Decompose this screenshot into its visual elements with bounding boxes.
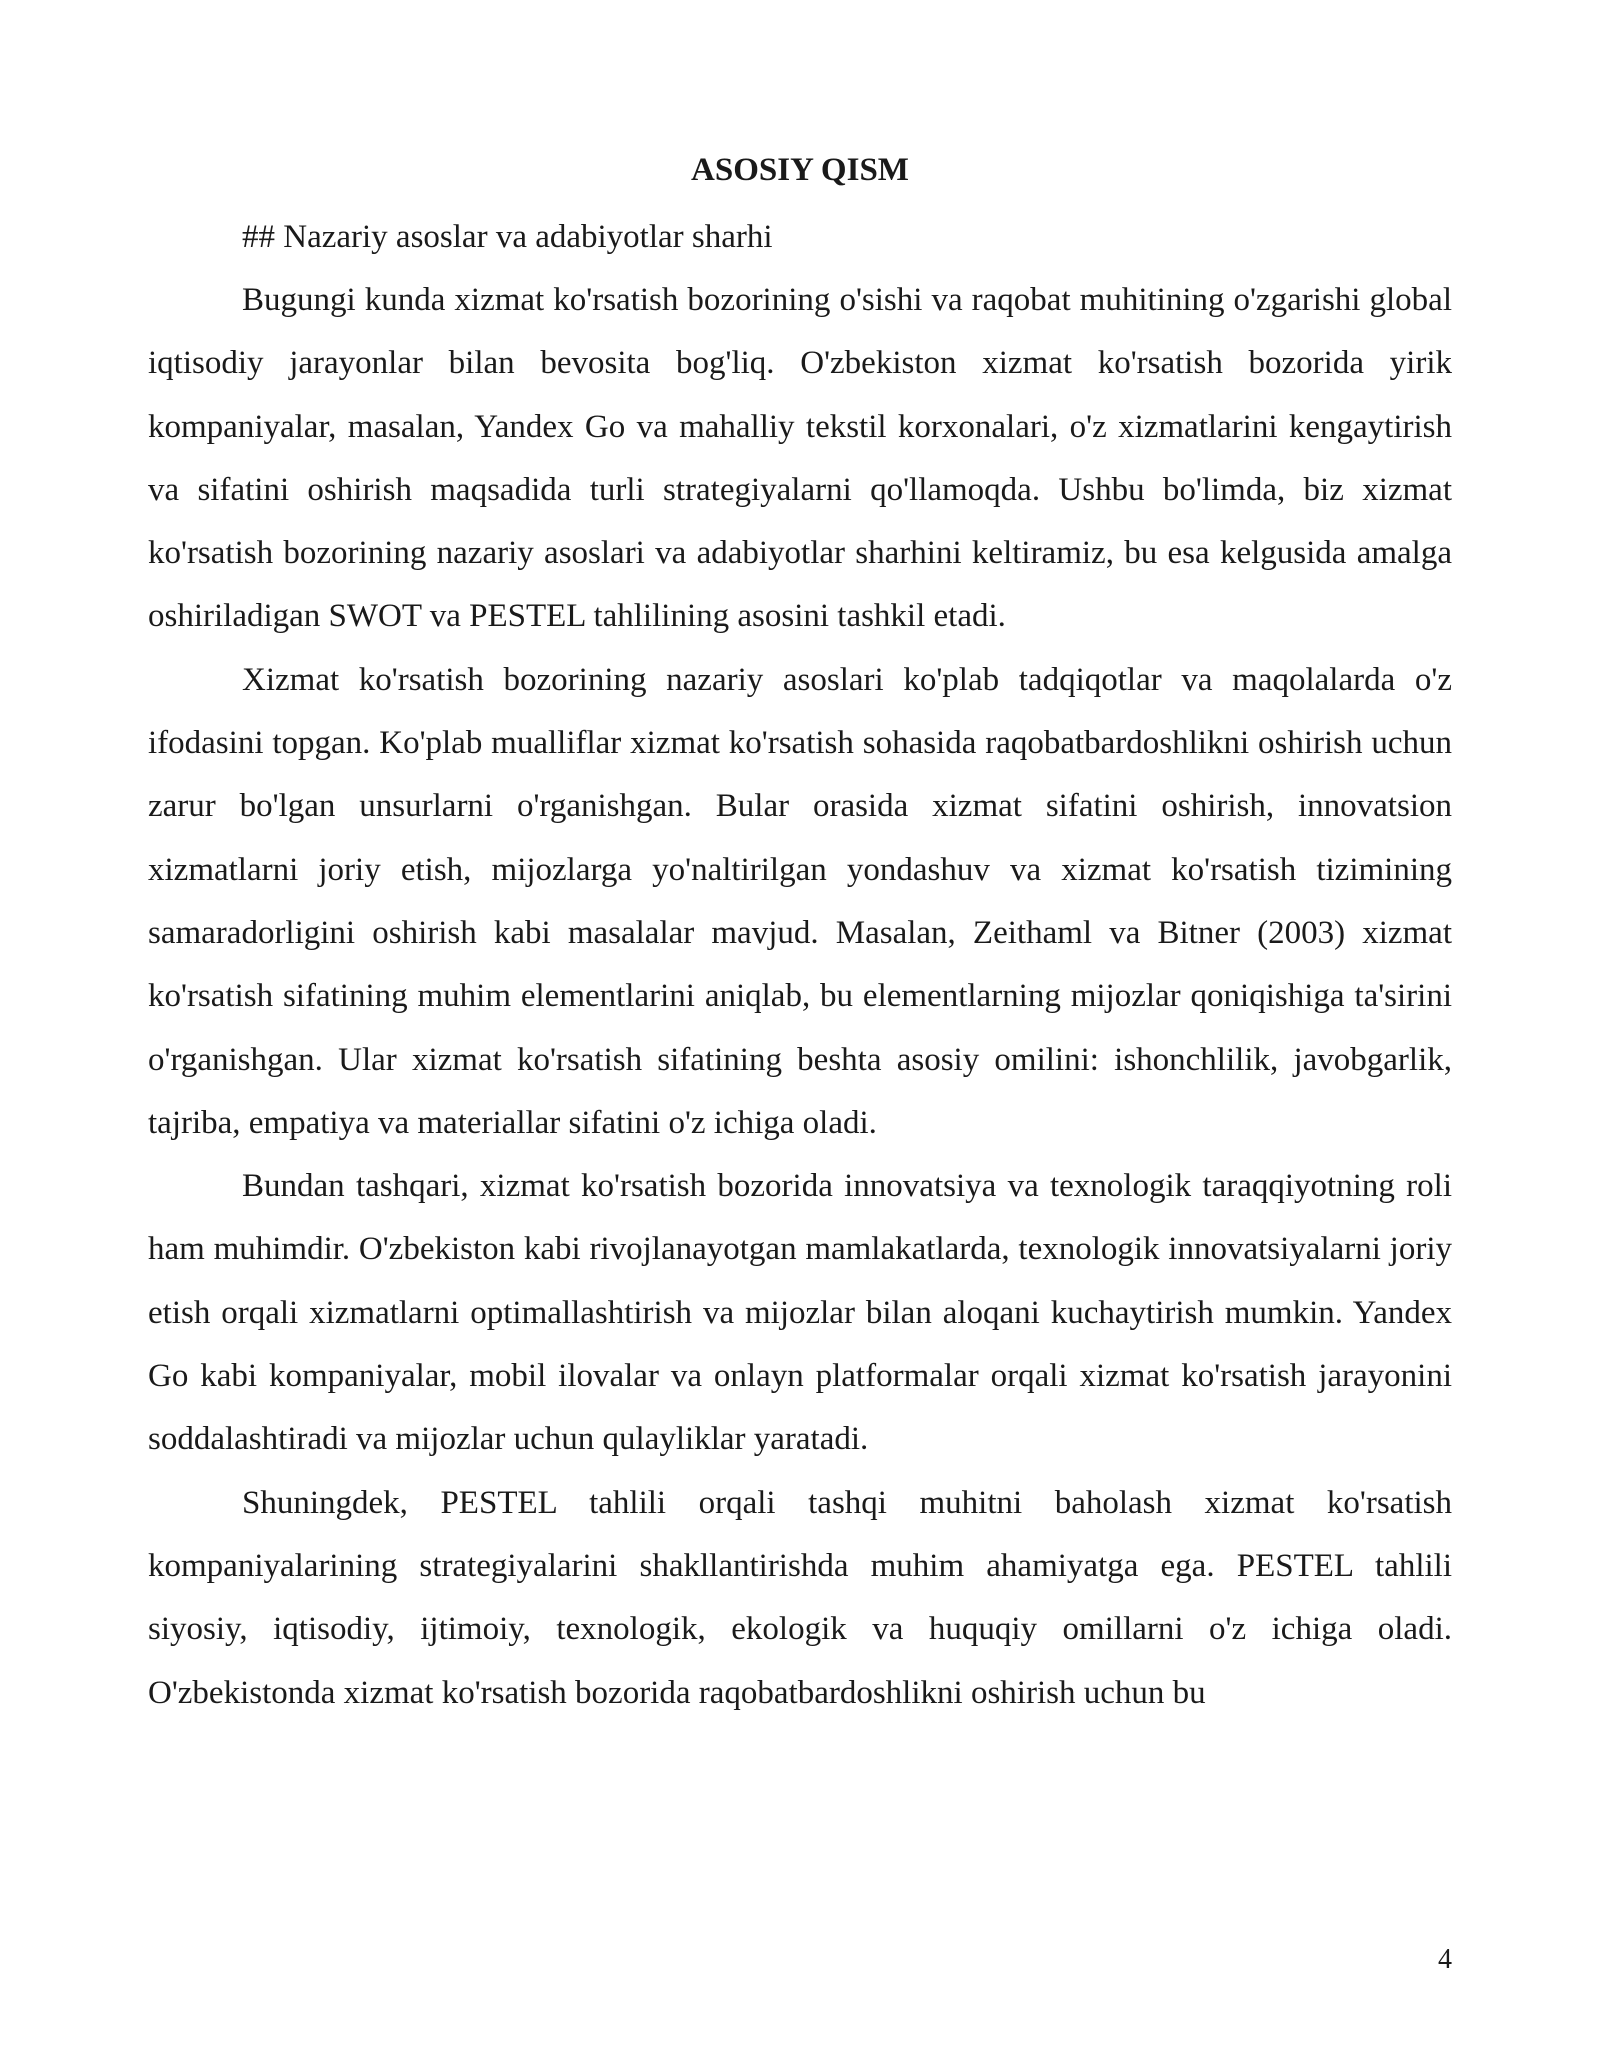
page-content	[148, 142, 1452, 1725]
page-number: 4	[1438, 1944, 1452, 1975]
paragraph-4: Shuningdek, PESTEL tahlili orqali tashqi muhitni baholash xizmat ko'rsatish kompaniyalarining strategiyalarini shakllantirishda muhim ahamiyatga ega. PESTEL tahlili siyosiy, iqtisodiy, ijtimoiy, texnologik, ekologik va huquqiy omillarni o'z ichiga oladi. O'zbekistonda xizmat ko'rsatish bozorida raqobatbardoshlikni oshirish uchun bu	[148, 1484, 1452, 1711]
paragraph-1: Bugungi kunda xizmat ko'rsatish bozorining o'sishi va raqobat muhitining o'zgarishi global iqtisodiy jarayonlar bilan bevosita bog'liq. O'zbekiston xizmat ko'rsatish bozorida yirik kompaniyalar, masalan, Yandex Go va mahalliy tekstil korxonalari, o'z xizmatlarini kengaytirish va sifatini oshirish maqsadida turli strategiyalarni qo'llamoqda. Ushbu bo'limda, biz xizmat ko'rsatish bozorining nazariy asoslari va adabiyotlar sharhini keltiramiz, bu esa kelgusida amalga oshiriladigan SWOT va PESTEL tahlilining asosini tashkil etadi.	[148, 282, 1452, 635]
subsection-heading: ## Nazariy asoslar va adabiyotlar sharhi	[242, 219, 773, 255]
paragraph-3: Bundan tashqari, xizmat ko'rsatish bozorida innovatsiya va texnologik taraqqiyotning roli ham muhimdir. O'zbekiston kabi rivojlanayotgan mamlakatlarda, texnologik innovatsiyalarni joriy etish orqali xizmatlarni optimallashtirish va mijozlar bilan aloqani kuchaytirish mumkin. Yandex Go kabi kompaniyalar, mobil ilovalar va onlayn platformalar orqali xizmat ko'rsatish jarayonini soddalashtiradi va mijozlar uchun qulayliklar yaratadi.	[148, 1168, 1452, 1458]
paragraph-2: Xizmat ko'rsatish bozorining nazariy asoslari ko'plab tadqiqotlar va maqolalarda o'z ifodasini topgan. Ko'plab mualliflar xizmat ko'rsatish sohasida raqobatbardoshlikni oshirish uchun zarur bo'lgan unsurlarni o'rganishgan. Bular orasida xizmat sifatini oshirish, innovatsion xizmatlarni joriy etish, mijozlarga yo'naltirilgan yondashuv va xizmat ko'rsatish tizimining samaradorligini oshirish kabi masalalar mavjud. Masalan, Zeithaml va Bitner (2003) xizmat ko'rsatish sifatining muhim elementlarini aniqlab, bu elementlarning mijozlar qoniqishiga ta'sirini o'rganishgan. Ular xizmat ko'rsatish sifatining beshta asosiy omilini: ishonchlilik, javobgarlik, tajriba, empatiya va materiallar sifatini o'z ichiga oladi.	[148, 661, 1452, 1141]
section-title: ASOSIY QISM	[691, 152, 909, 188]
